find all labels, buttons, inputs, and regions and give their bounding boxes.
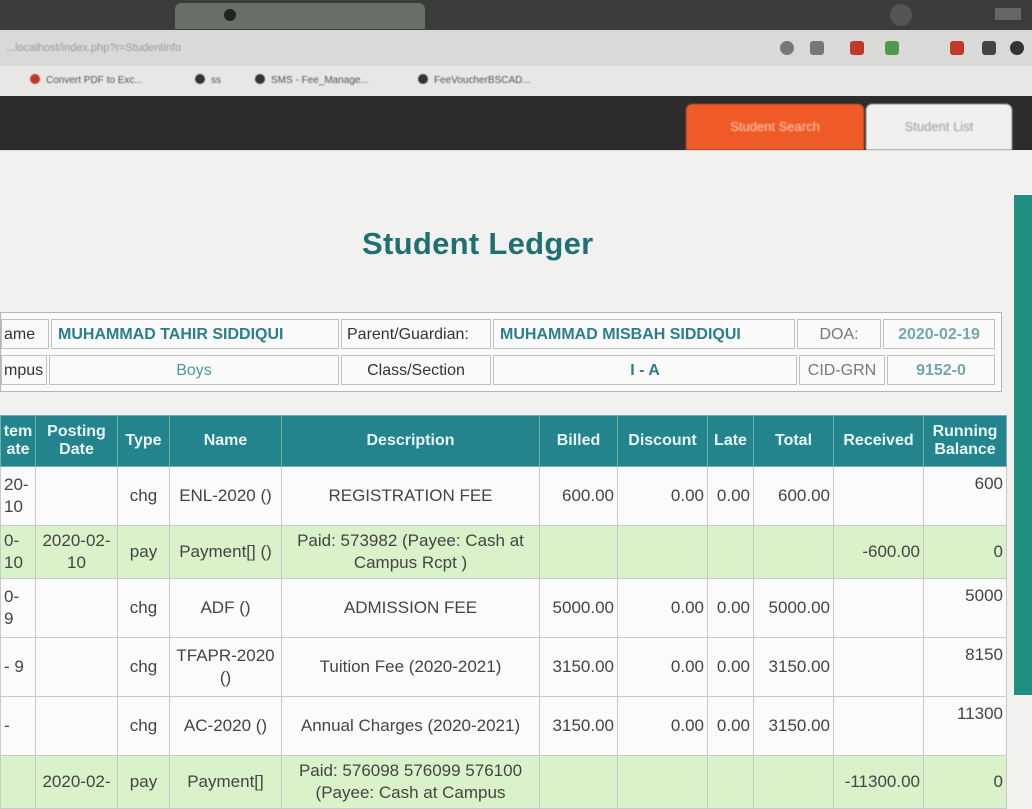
- campus-value: Boys: [49, 355, 339, 385]
- name-label: ame: [1, 319, 49, 349]
- table-row[interactable]: [1, 526, 1007, 579]
- header-total[interactable]: Total: [754, 416, 834, 467]
- bookmarks-bar: [0, 66, 1032, 96]
- cell-late: 0.00: [708, 579, 754, 638]
- table-row[interactable]: [1, 756, 1007, 809]
- cell-received: -11300.00: [834, 756, 924, 809]
- cell-description: Tuition Fee (2020-2021): [282, 638, 540, 697]
- cell-name: ADF (): [170, 579, 282, 638]
- browser-active-tab[interactable]: [175, 3, 425, 29]
- cell-late: [708, 756, 754, 809]
- profile-icon[interactable]: [1010, 41, 1024, 55]
- cell-description: REGISTRATION FEE: [282, 467, 540, 526]
- tab-student-list[interactable]: Student List: [866, 104, 1012, 150]
- cell-total: 3150.00: [754, 697, 834, 756]
- cell-discount: 0.00: [618, 579, 708, 638]
- cell-type: chg: [118, 579, 170, 638]
- url-input[interactable]: ...localhost/index.php?r=Studentinfo: [6, 42, 182, 54]
- cell-name: TFAPR-2020 (): [170, 638, 282, 697]
- guardian-label: Parent/Guardian:: [341, 319, 491, 349]
- cell-description: Paid: 576098 576099 576100 (Payee: Cash at Campus: [282, 756, 540, 809]
- cell-type: pay: [118, 526, 170, 579]
- side-scroll-accent: [1014, 195, 1032, 695]
- cell-billed: 5000.00: [540, 579, 618, 638]
- bookmark-item[interactable]: FeeVoucherBSCAD...: [418, 74, 531, 86]
- cell-balance: 8150: [924, 638, 1007, 697]
- cell-total: 5000.00: [754, 579, 834, 638]
- cell-type: chg: [118, 697, 170, 756]
- bookmark-item[interactable]: SMS - Fee_Manage...: [255, 74, 369, 86]
- ledger-table: [0, 415, 1007, 809]
- cell-item-date: -: [1, 697, 36, 756]
- class-value: I - A: [493, 355, 797, 385]
- page-title: Student Ledger: [362, 226, 594, 261]
- cell-discount: [618, 526, 708, 579]
- cell-name: Payment[]: [170, 756, 282, 809]
- cell-posting-date: [36, 579, 118, 638]
- cell-item-date: 0- 10: [1, 526, 36, 579]
- cell-item-date: [1, 756, 36, 809]
- cell-discount: [618, 756, 708, 809]
- header-name[interactable]: Name: [170, 416, 282, 467]
- cell-received: [834, 638, 924, 697]
- cell-billed: [540, 526, 618, 579]
- extension-icon[interactable]: [950, 41, 964, 55]
- doa-value: 2020-02-19: [883, 319, 995, 349]
- zoom-icon[interactable]: [780, 41, 794, 55]
- cid-label: CID-GRN: [799, 355, 885, 385]
- cell-total: 3150.00: [754, 638, 834, 697]
- table-row[interactable]: [1, 579, 1007, 638]
- cell-billed: [540, 756, 618, 809]
- header-discount[interactable]: Discount: [618, 416, 708, 467]
- header-description[interactable]: Description: [282, 416, 540, 467]
- bookmark-item[interactable]: Convert PDF to Exc...: [30, 74, 143, 86]
- star-icon[interactable]: [810, 41, 824, 55]
- cell-billed: 3150.00: [540, 697, 618, 756]
- cell-received: [834, 579, 924, 638]
- cell-type: chg: [118, 467, 170, 526]
- cell-name: AC-2020 (): [170, 697, 282, 756]
- cell-received: [834, 697, 924, 756]
- cell-item-date: 20- 10: [1, 467, 36, 526]
- cell-total: 600.00: [754, 467, 834, 526]
- tab-favicon-icon: [224, 9, 236, 21]
- header-divider: [0, 150, 1014, 151]
- tab-student-search[interactable]: Student Search: [686, 104, 864, 150]
- cell-description: Annual Charges (2020-2021): [282, 697, 540, 756]
- address-bar: [0, 30, 1032, 66]
- cell-received: [834, 467, 924, 526]
- cell-balance: 11300: [924, 697, 1007, 756]
- cell-discount: 0.00: [618, 697, 708, 756]
- cell-received: -600.00: [834, 526, 924, 579]
- cell-late: 0.00: [708, 697, 754, 756]
- header-running-balance[interactable]: Running Balance: [924, 416, 1007, 467]
- cell-description: ADMISSION FEE: [282, 579, 540, 638]
- table-row[interactable]: [1, 697, 1007, 756]
- guardian-name: MUHAMMAD MISBAH SIDDIQUI: [493, 319, 795, 349]
- cell-name: ENL-2020 (): [170, 467, 282, 526]
- table-row[interactable]: [1, 638, 1007, 697]
- cell-balance: 5000: [924, 579, 1007, 638]
- cell-description: Paid: 573982 (Payee: Cash at Campus Rcpt ): [282, 526, 540, 579]
- header-billed[interactable]: Billed: [540, 416, 618, 467]
- cell-balance: 0: [924, 526, 1007, 579]
- header-type[interactable]: Type: [118, 416, 170, 467]
- cell-balance: 600: [924, 467, 1007, 526]
- cell-name: Payment[] (): [170, 526, 282, 579]
- table-row[interactable]: [1, 467, 1007, 526]
- cell-posting-date: [36, 638, 118, 697]
- cell-item-date: 0- 9: [1, 579, 36, 638]
- cell-billed: 3150.00: [540, 638, 618, 697]
- cell-discount: 0.00: [618, 467, 708, 526]
- doa-label: DOA:: [797, 319, 881, 349]
- extension-icon[interactable]: [885, 41, 899, 55]
- cell-billed: 600.00: [540, 467, 618, 526]
- cell-discount: 0.00: [618, 638, 708, 697]
- puzzle-icon[interactable]: [982, 41, 996, 55]
- ledger-table-wrapper: [0, 415, 1006, 809]
- cell-late: [708, 526, 754, 579]
- cell-late: 0.00: [708, 467, 754, 526]
- cell-item-date: - 9: [1, 638, 36, 697]
- browser-tab-strip: [0, 0, 1032, 30]
- student-info-table: [0, 312, 1002, 392]
- ledger-header-row: [1, 416, 1007, 467]
- cell-late: 0.00: [708, 638, 754, 697]
- header-item-date[interactable]: tem ate: [1, 416, 36, 467]
- cell-total: [754, 526, 834, 579]
- cell-posting-date: [36, 697, 118, 756]
- campus-label: mpus: [1, 355, 47, 385]
- class-label: Class/Section: [341, 355, 491, 385]
- cell-type: pay: [118, 756, 170, 809]
- cell-posting-date: 2020-02-10: [36, 526, 118, 579]
- header-posting-date[interactable]: Posting Date: [36, 416, 118, 467]
- header-received[interactable]: Received: [834, 416, 924, 467]
- cell-total: [754, 756, 834, 809]
- window-control-icon[interactable]: [995, 8, 1021, 20]
- cell-posting-date: [36, 467, 118, 526]
- cell-type: chg: [118, 638, 170, 697]
- cell-balance: 0: [924, 756, 1007, 809]
- cell-posting-date: 2020-02-: [36, 756, 118, 809]
- extension-icon[interactable]: [850, 41, 864, 55]
- cid-value: 9152-0: [887, 355, 995, 385]
- student-name: MUHAMMAD TAHIR SIDDIQUI: [51, 319, 339, 349]
- header-late[interactable]: Late: [708, 416, 754, 467]
- bookmark-item[interactable]: ss: [195, 74, 221, 86]
- new-tab-icon[interactable]: [890, 4, 912, 26]
